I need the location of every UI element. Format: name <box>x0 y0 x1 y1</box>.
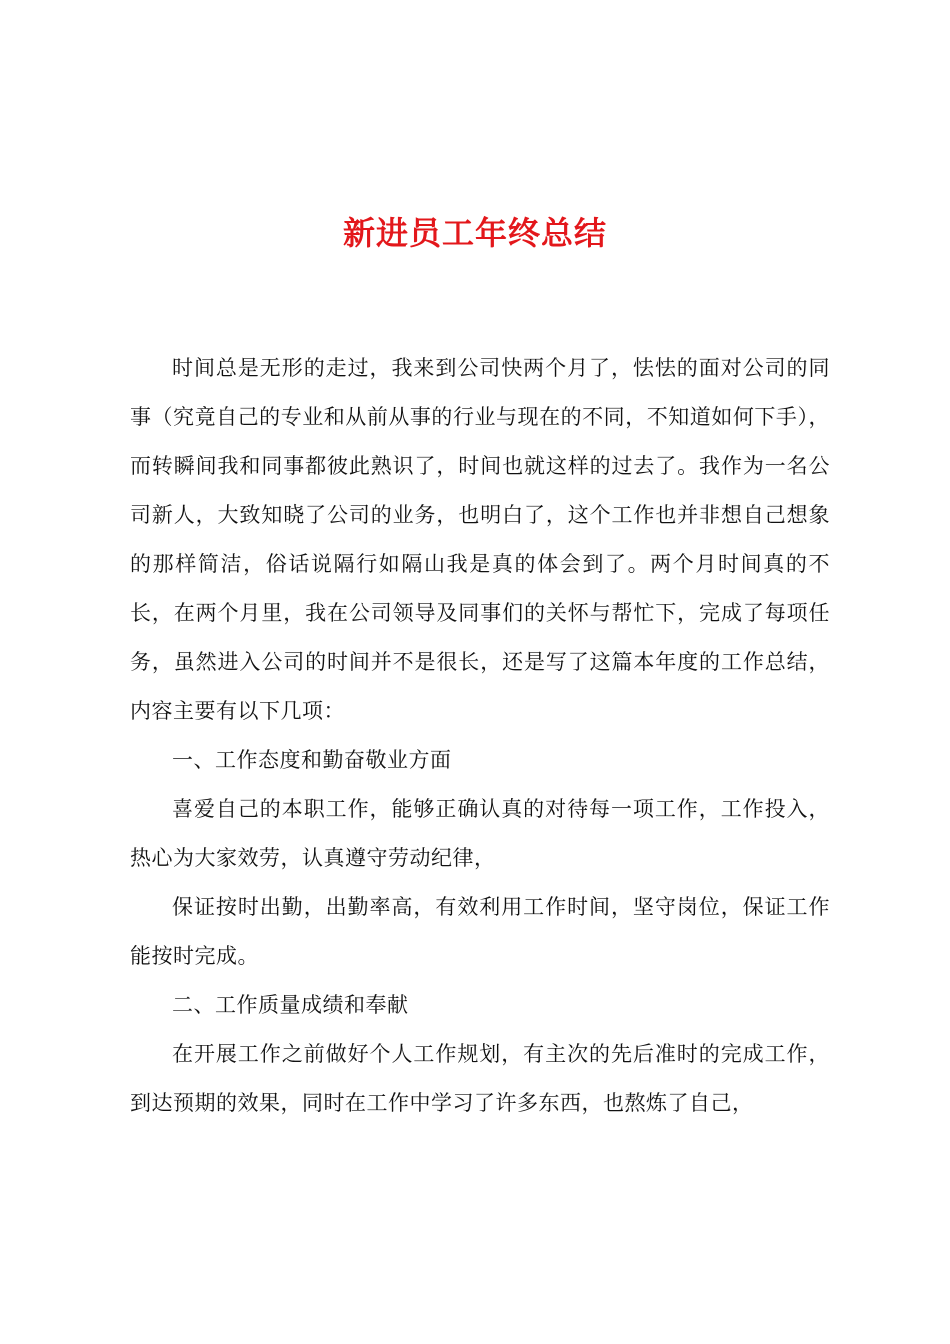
paragraph-intro: 时间总是无形的走过，我来到公司快两个月了，怯怯的面对公司的同事（究竟自己的专业和从前从事的行业与现在的不同，不知道如何下手），而转瞬间我和同事都彼此熟识了，时间也就这样的过去了。我作为一名公司新人，大致知晓了公司的业务，也明白了，这个工作也并非想自己想象的那样简洁，俗话说隔行如隔山我是真的体会到了。两个月时间真的不长，在两个月里，我在公司领导及同事们的关怀与帮忙下，完成了每项任务，虽然进入公司的时间并不是很长，还是写了这篇本年度的工作总结，内容主要有以下几项： <box>130 356 830 723</box>
section-heading-quality: 二、工作质量成绩和奉献 <box>172 993 409 1017</box>
paragraph-attitude-1: 喜爱自己的本职工作，能够正确认真的对待每一项工作，工作投入，热心为大家效劳，认真遵守劳动纪律， <box>130 797 830 870</box>
paragraph-attitude-2: 保证按时出勤，出勤率高，有效利用工作时间，坚守岗位，保证工作能按时完成。 <box>130 895 830 968</box>
document-title: 新进员工年终总结 <box>342 214 607 252</box>
paragraph-quality: 在开展工作之前做好个人工作规划，有主次的先后准时的完成工作，到达预期的效果，同时在工作中学习了许多东西，也熬炼了自己， <box>130 1042 830 1115</box>
section-heading-attitude: 一、工作态度和勤奋敬业方面 <box>172 748 452 772</box>
document-body <box>130 344 830 1128</box>
